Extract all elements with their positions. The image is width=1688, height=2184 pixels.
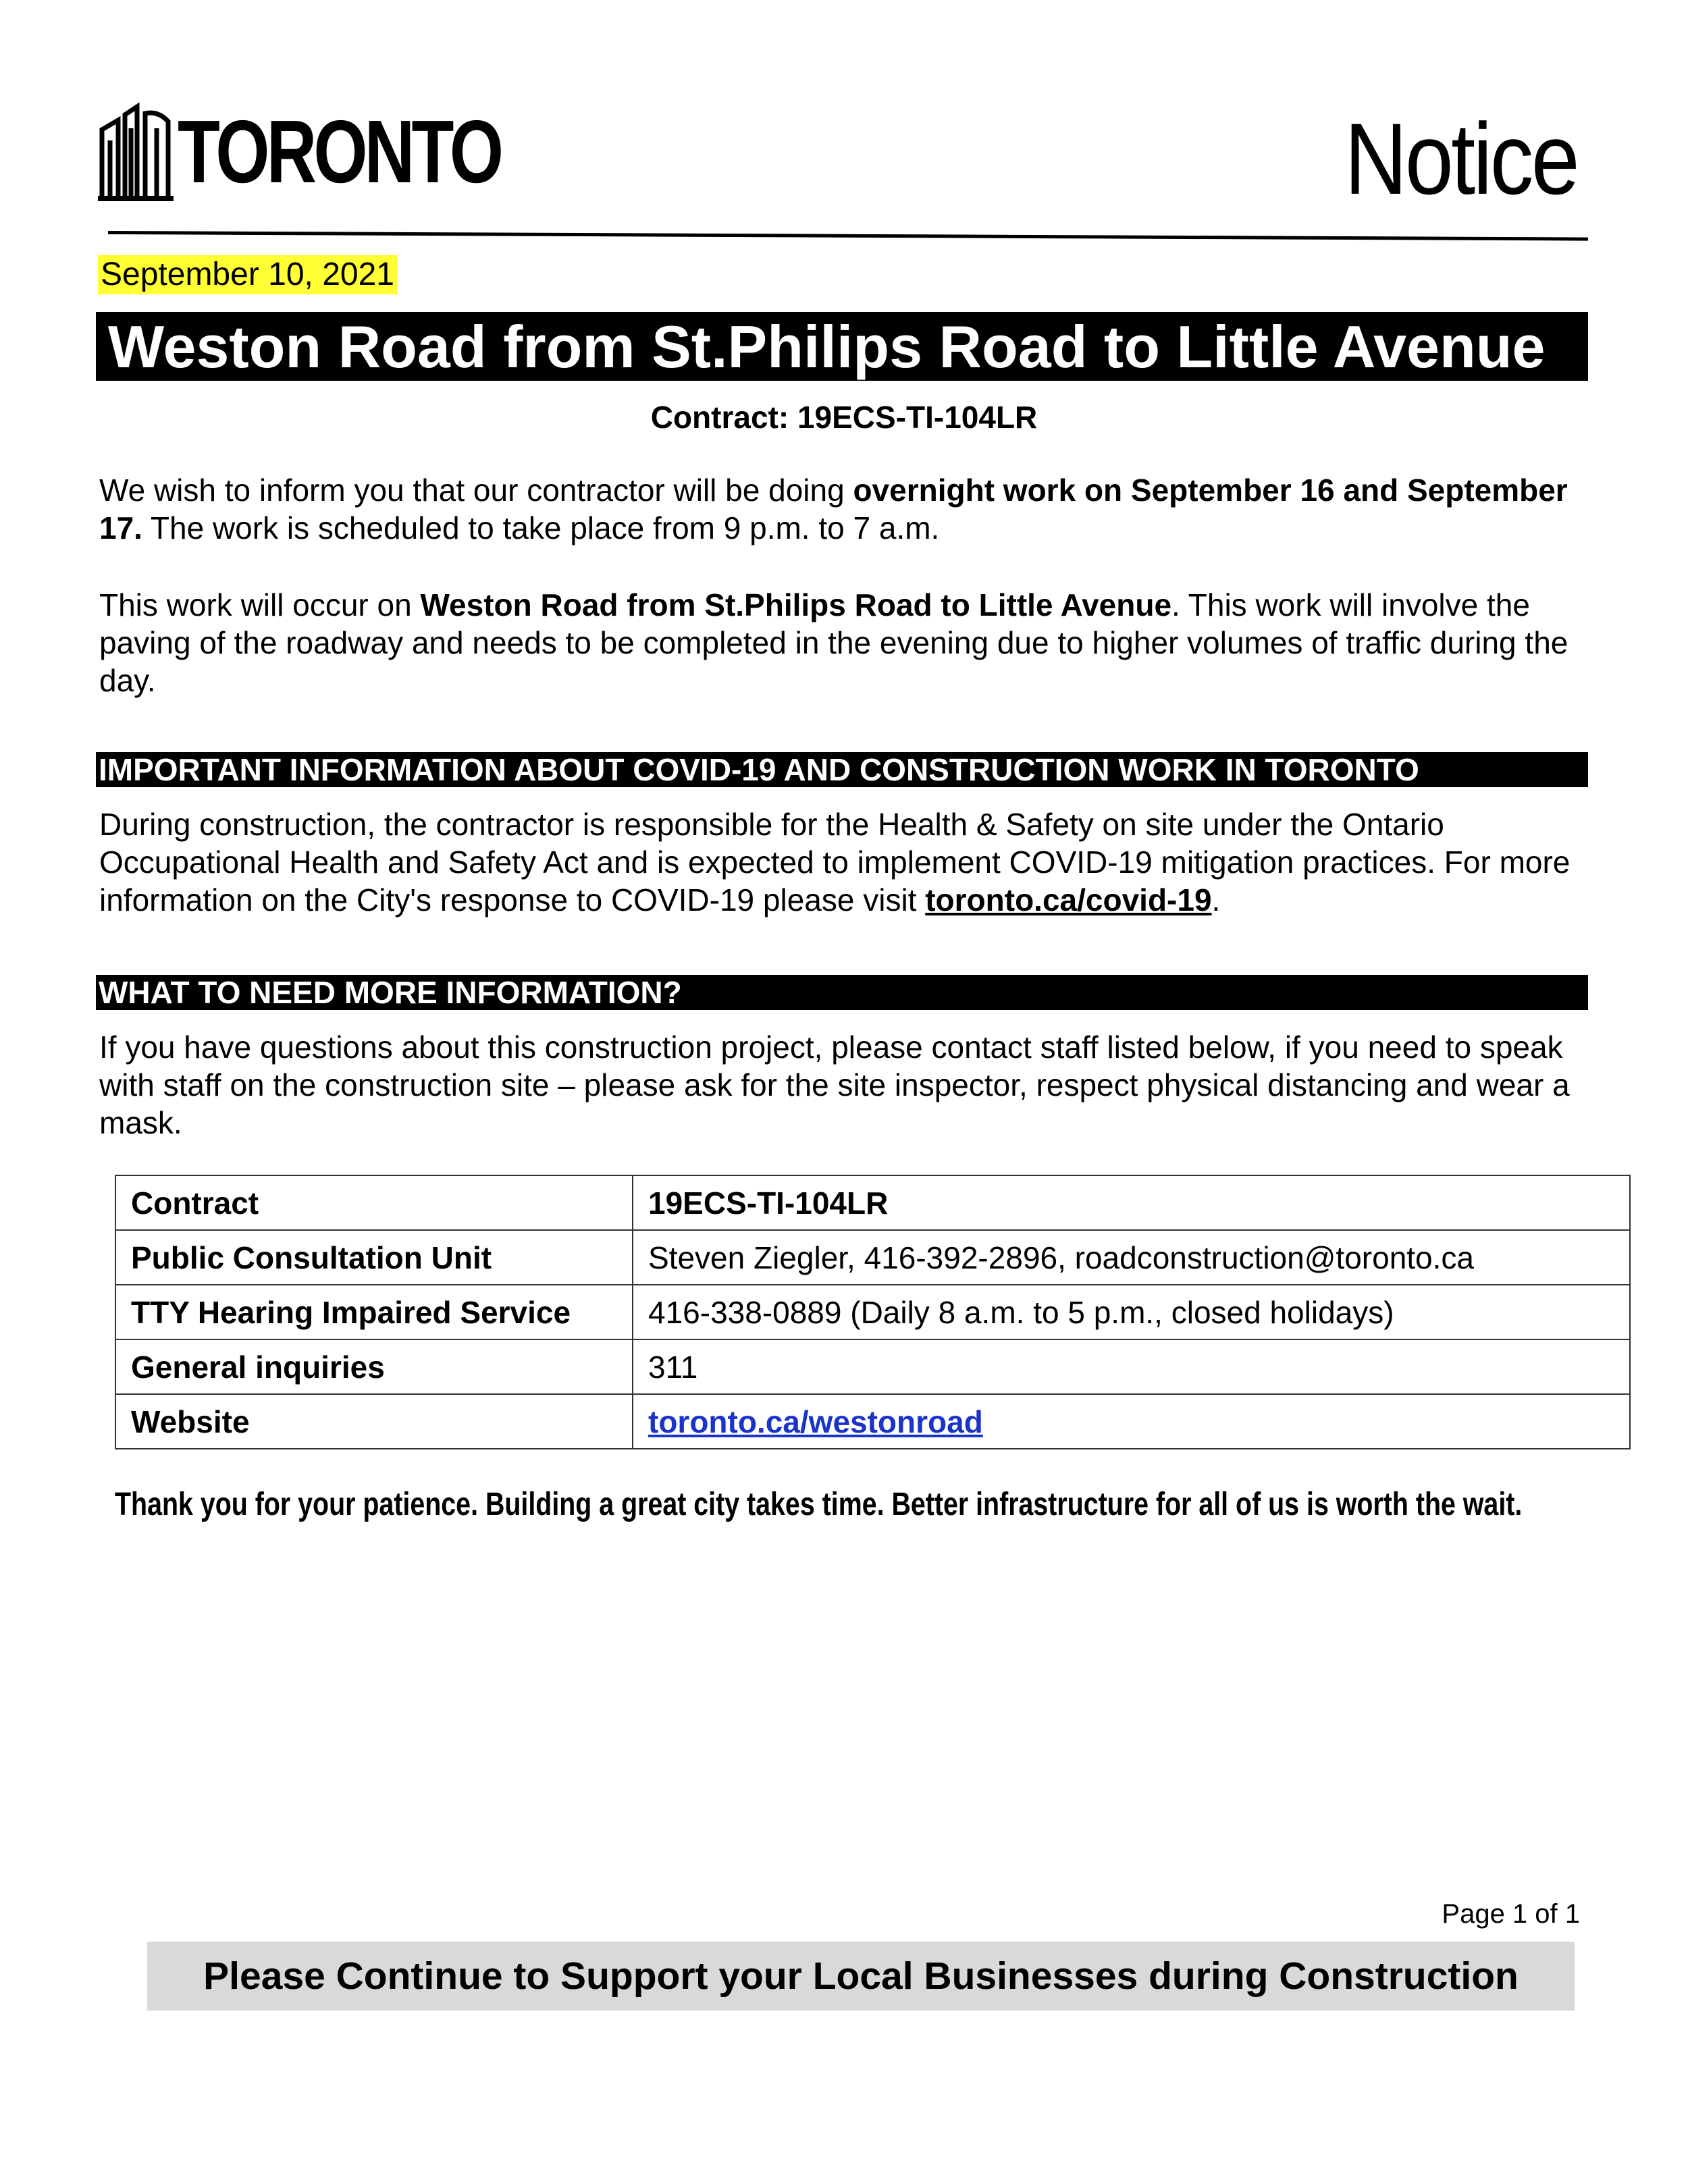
- website-link[interactable]: toronto.ca/westonroad: [648, 1404, 983, 1439]
- row-value: Steven Ziegler, 416-392-2896, roadconstruction@toronto.ca: [633, 1230, 1630, 1285]
- text: The work is scheduled to take place from 9 p.m. to 7 a.m.: [142, 510, 940, 545]
- text: This work will occur on: [99, 587, 421, 622]
- section-heading-text: WHAT TO NEED MORE INFORMATION?: [99, 975, 682, 1010]
- notice-label: Notice: [1344, 102, 1577, 215]
- text: . This work will involve the paving of the roadway and needs to be completed in the evening due to higher volumes of traffic during the day.: [99, 587, 1568, 698]
- covid-paragraph: [99, 805, 1605, 919]
- bold-text: overnight work on September 16 and September 17.: [99, 473, 1568, 545]
- row-label: TTY Hearing Impaired Service: [115, 1285, 633, 1339]
- page-title: Weston Road from St.Philips Road to Little Avenue: [108, 313, 1546, 380]
- row-label: Public Consultation Unit: [115, 1230, 633, 1285]
- table-row: [115, 1285, 1630, 1339]
- toronto-wordmark: TORONTO: [178, 102, 501, 201]
- table-row: [115, 1339, 1630, 1394]
- footer-text: Please Continue to Support your Local Businesses during Construction: [203, 1954, 1519, 1998]
- header-divider: [108, 231, 1588, 241]
- table-row: [115, 1394, 1630, 1449]
- row-label: Website: [115, 1394, 633, 1449]
- text: We wish to inform you that our contractor will be doing: [99, 473, 853, 508]
- row-label: General inquiries: [115, 1339, 633, 1394]
- row-value: 416-338-0889 (Daily 8 a.m. to 5 p.m., closed holidays): [633, 1285, 1630, 1339]
- row-value: 311: [633, 1339, 1630, 1394]
- row-value: [633, 1394, 1630, 1449]
- info-section-heading: [96, 975, 1588, 1010]
- contact-table: [115, 1175, 1631, 1449]
- row-value: 19ECS-TI-104LR: [633, 1175, 1630, 1230]
- title-banner: [96, 312, 1588, 381]
- text: During construction, the contractor is responsible for the Health & Safety on site under the Ontario Occupational Health and Safety Act and is expected to implement COVID-19 mitigation practices. For more information on the City's response to COVID-19 please visit: [99, 807, 1571, 917]
- contract-line: Contract: 19ECS-TI-104LR: [650, 400, 1038, 435]
- covid-section-heading: [96, 752, 1588, 787]
- notice-date: September 10, 2021: [98, 255, 397, 294]
- footer-banner: [147, 1942, 1575, 2010]
- toronto-logo: [98, 101, 501, 203]
- table-row: [115, 1230, 1630, 1285]
- city-hall-towers-icon: [98, 101, 176, 203]
- covid-link[interactable]: toronto.ca/covid-19: [925, 882, 1212, 917]
- table-row: [115, 1175, 1630, 1230]
- section-heading-text: IMPORTANT INFORMATION ABOUT COVID-19 AND CONSTRUCTION WORK IN TORONTO: [99, 752, 1419, 787]
- work-schedule-paragraph: [99, 471, 1605, 547]
- work-location-paragraph: [99, 586, 1605, 699]
- thank-you-message: Thank you for your patience. Building a great city takes time. Better infrastructure for all of us is worth the wait.: [115, 1487, 1523, 1522]
- info-paragraph: If you have questions about this construction project, please contact staff listed below, if you need to speak with staff on the construction site – please ask for the site inspector, respect physical distancing and wear a mask.: [99, 1030, 1570, 1140]
- text: .: [1211, 882, 1221, 917]
- bold-text: Weston Road from St.Philips Road to Little Avenue: [420, 587, 1172, 622]
- row-label: Contract: [115, 1175, 633, 1230]
- page-number: Page 1 of 1: [1442, 1899, 1580, 1929]
